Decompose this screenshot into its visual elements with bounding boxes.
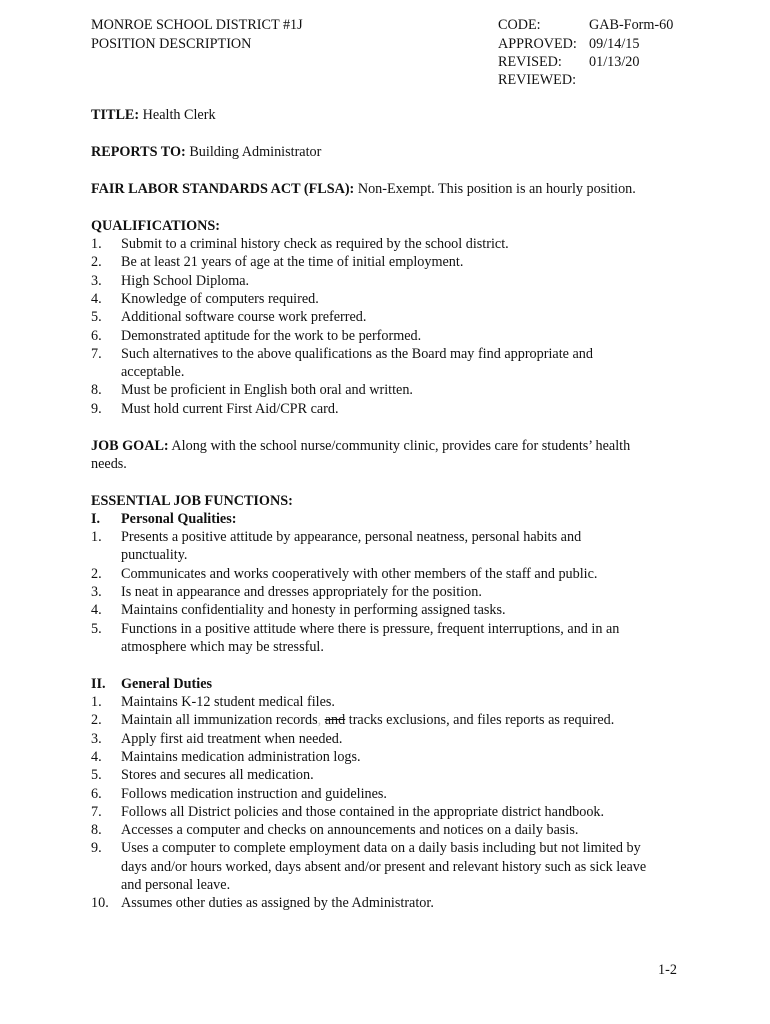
essential-functions-heading: ESSENTIAL JOB FUNCTIONS: — [91, 493, 293, 509]
personal-quality-item-number: 2. — [91, 565, 102, 582]
section-i-title: Personal Qualities: — [121, 511, 237, 527]
qualification-item-text: Additional software course work preferred. — [121, 309, 367, 326]
qualification-item-number: 2. — [91, 254, 102, 271]
personal-quality-item-number: 5. — [91, 620, 102, 637]
flsa-label: FAIR LABOR STANDARDS ACT (FLSA): — [91, 181, 355, 197]
personal-quality-item-text: Is neat in appearance and dresses appropriately for the position. — [121, 583, 482, 600]
personal-quality-item-text: atmosphere which may be stressful. — [121, 638, 324, 655]
general-duty-item-number: 10. — [91, 895, 109, 912]
qualification-item-number: 5. — [91, 309, 102, 326]
general-duty-item-text: Apply first aid treatment when needed. — [121, 730, 343, 747]
district-name: MONROE SCHOOL DISTRICT #1J — [91, 17, 303, 33]
title-value: Health Clerk — [142, 107, 216, 123]
personal-quality-item-text: Functions in a positive attitude where there is pressure, frequent interruptions, and in an — [121, 620, 620, 637]
general-duty-item-text: Follows medication instruction and guidelines. — [121, 785, 387, 802]
personal-quality-item-text: Communicates and works cooperatively with other members of the staff and public. — [121, 565, 598, 582]
reports-to-line — [91, 143, 321, 161]
qualification-item-text: Must be proficient in English both oral and written. — [121, 382, 413, 399]
qualification-item-text: acceptable. — [121, 364, 185, 381]
qualification-item-number: 7. — [91, 345, 102, 362]
general-duty-item-number: 2. — [91, 712, 102, 729]
approved-date: 09/14/15 — [589, 36, 640, 52]
qualification-item-number: 8. — [91, 382, 102, 399]
general-duty-item-text: Accesses a computer and checks on announcements and notices on a daily basis. — [121, 822, 579, 839]
qualification-item-text: Such alternatives to the above qualifications as the Board may find appropriate and — [121, 345, 593, 362]
personal-quality-item-text: punctuality. — [121, 547, 188, 564]
qualification-item-number: 6. — [91, 327, 102, 344]
revised-date: 01/13/20 — [589, 54, 640, 70]
reviewed-label: REVIEWED: — [498, 72, 577, 88]
section-ii-title: General Duties — [121, 676, 213, 692]
general-duty-item-text: Maintains K-12 student medical files. — [121, 694, 335, 710]
general-duty-item-text: and personal leave. — [121, 877, 231, 893]
immunization-text-cont: tracks exclusions, and files reports as required. — [345, 712, 615, 729]
personal-quality-item-number: 1. — [91, 529, 102, 545]
qualification-item-text: Submit to a criminal history check as required by the school district. — [121, 236, 509, 252]
flsa-value: Non-Exempt. This position is an hourly position. — [357, 181, 636, 197]
general-duty-item-number: 8. — [91, 822, 102, 839]
code-label: CODE: — [498, 17, 541, 33]
general-duty-item-number: 4. — [91, 748, 102, 765]
approved-label: APPROVED: — [498, 36, 577, 52]
job-goal-text-cont: needs. — [91, 456, 127, 472]
personal-quality-item-number: 4. — [91, 602, 102, 619]
title-label: TITLE: — [91, 107, 140, 123]
section-ii-number: II. — [91, 676, 106, 692]
job-goal-label: JOB GOAL: — [91, 438, 169, 454]
struck-word: and — [324, 712, 346, 729]
general-duty-item-number: 6. — [91, 785, 102, 802]
general-duty-item-text: Stores and secures all medication. — [121, 767, 314, 784]
reports-to-value: Building Administrator — [189, 144, 322, 160]
personal-quality-item-text: Maintains confidentiality and honesty in performing assigned tasks. — [121, 602, 506, 619]
general-duty-item-number: 9. — [91, 840, 102, 857]
job-goal-line — [91, 437, 630, 455]
revised-label: REVISED: — [498, 54, 562, 70]
document-type: POSITION DESCRIPTION — [91, 36, 252, 52]
general-duty-item-number: 7. — [91, 803, 102, 820]
qualification-item-number: 1. — [91, 236, 102, 252]
personal-quality-item-number: 3. — [91, 583, 102, 600]
flsa-line — [91, 180, 636, 198]
general-duty-item-number: 3. — [91, 730, 102, 747]
general-duty-item-number: 1. — [91, 694, 102, 710]
inserted-comma: , — [317, 712, 322, 729]
code-value: GAB-Form-60 — [589, 17, 674, 33]
personal-quality-item-text: Presents a positive attitude by appearance, personal neatness, personal habits and — [121, 529, 582, 545]
general-duty-item-text — [121, 711, 614, 729]
section-i-number: I. — [91, 511, 101, 527]
general-duty-item-text: days and/or hours worked, days absent and/or present and relevant history such as sick leave — [121, 858, 647, 875]
qualification-item-text: Must hold current First Aid/CPR card. — [121, 400, 339, 417]
qualification-item-text: High School Diploma. — [121, 272, 250, 289]
general-duty-item-number: 5. — [91, 767, 102, 784]
page-number: 1-2 — [658, 962, 677, 978]
qualification-item-text: Knowledge of computers required. — [121, 290, 319, 307]
qualification-item-text: Be at least 21 years of age at the time of initial employment. — [121, 254, 464, 271]
general-duty-item-text: Maintains medication administration logs. — [121, 748, 361, 765]
general-duty-item-text: Assumes other duties as assigned by the Administrator. — [121, 895, 434, 912]
qualification-item-number: 3. — [91, 272, 102, 289]
title-line — [91, 106, 216, 124]
immunization-text: Maintain all immunization records — [121, 712, 318, 729]
general-duty-item-text: Follows all District policies and those contained in the appropriate district handbook. — [121, 803, 605, 820]
general-duty-item-text: Uses a computer to complete employment data on a daily basis including but not limited by — [121, 840, 641, 857]
qualifications-heading: QUALIFICATIONS: — [91, 218, 221, 234]
qualification-item-number: 9. — [91, 400, 102, 417]
reports-to-label: REPORTS TO: — [91, 144, 186, 160]
qualification-item-text: Demonstrated aptitude for the work to be performed. — [121, 327, 422, 344]
job-goal-text: Along with the school nurse/community clinic, provides care for students’ health — [171, 438, 631, 454]
qualification-item-number: 4. — [91, 290, 102, 307]
